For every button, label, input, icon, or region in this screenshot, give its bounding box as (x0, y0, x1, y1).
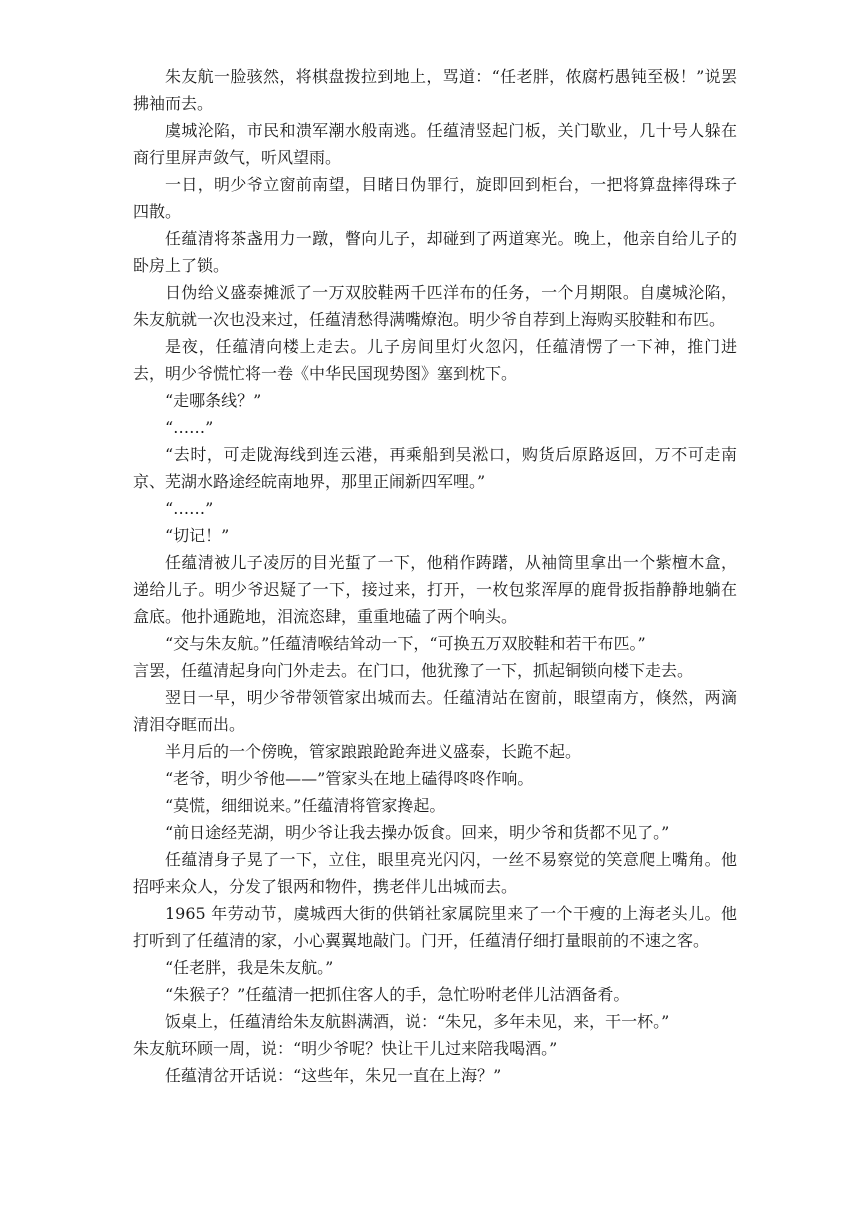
paragraph: 翌日一早，明少爷带领管家出城而去。任蕴清站在窗前，眼望南方，倏然，两滴清泪夺眶而出。 (133, 688, 737, 734)
paragraph: “交与朱友航。”任蕴清喉结耸动一下，“可换五万双胶鞋和若干布匹。” (165, 634, 646, 653)
paragraph: “切记！” (165, 526, 230, 545)
paragraph: “……” (165, 499, 214, 518)
paragraph: 任蕴清被儿子凌厉的目光蜇了一下，他稍作踌躇，从袖筒里拿出一个紫檀木盒，递给儿子。明少爷迟疑了一下，接过来，打开，一枚包浆浑厚的鹿骨扳指静静地躺在盒底。他扑通跪地，泪流恣肆，重重地磕了两个响头。 (133, 553, 737, 626)
paragraph: 朱友航环顾一周，说：“明少爷呢？快让干儿过来陪我喝酒。” (133, 1039, 558, 1058)
paragraph: 虞城沦陷，市民和溃军潮水般南逃。任蕴清竖起门板，关门歇业，几十号人躲在商行里屏声敛气，听风望雨。 (133, 121, 737, 167)
paragraph: 半月后的一个傍晚，管家踉踉跄跄奔进义盛泰，长跪不起。 (165, 742, 582, 761)
paragraph: “朱猴子？”任蕴清一把抓住客人的手，急忙吩咐老伴儿沽酒备肴。 (165, 985, 630, 1004)
paragraph: 是夜，任蕴清向楼上走去。儿子房间里灯火忽闪，任蕴清愣了一下神，推门进去，明少爷慌忙将一卷《中华民国现势图》塞到枕下。 (133, 337, 737, 383)
paragraph: 一日，明少爷立窗前南望，目睹日伪罪行，旋即回到柜台，一把将算盘摔得珠子四散。 (133, 175, 737, 221)
paragraph: “去时，可走陇海线到连云港，再乘船到吴淞口，购货后原路返回，万不可走南京、芜湖水路途经皖南地界，那里正闹新四军哩。” (133, 445, 737, 491)
paragraph: 任蕴清身子晃了一下，立住，眼里亮光闪闪，一丝不易察觉的笑意爬上嘴角。他招呼来众人，分发了银两和物件，携老伴儿出城而去。 (133, 850, 737, 896)
paragraph: “走哪条线？” (165, 391, 262, 410)
paragraph: “前日途经芜湖，明少爷让我去操办饭食。回来，明少爷和货都不见了。” (165, 823, 670, 842)
paragraph: 1965 年劳动节，虞城西大街的供销社家属院里来了一个干瘦的上海老头儿。他打听到了任蕴清的家，小心翼翼地敲门。门开，任蕴清仔细打量眼前的不速之客。 (133, 904, 737, 950)
paragraph: “莫慌，细细说来。”任蕴清将管家搀起。 (165, 796, 446, 815)
paragraph: 日伪给义盛泰摊派了一万双胶鞋两千匹洋布的任务，一个月期限。自虞城沦陷，朱友航就一次也没来过，任蕴清愁得满嘴燎泡。明少爷自荐到上海购买胶鞋和布匹。 (133, 283, 737, 329)
document-body (133, 63, 737, 1089)
paragraph: 任蕴清将茶盏用力一蹾，瞥向儿子，却碰到了两道寒光。晚上，他亲自给儿子的卧房上了锁。 (133, 229, 737, 275)
paragraph: “老爷，明少爷他——”管家头在地上磕得咚咚作响。 (165, 769, 534, 788)
paragraph: 饭桌上，任蕴清给朱友航斟满酒，说：“朱兄，多年未见，来，干一杯。” (165, 1012, 670, 1031)
paragraph: “任老胖，我是朱友航。” (165, 958, 334, 977)
paragraph: 朱友航一脸骇然，将棋盘拨拉到地上，骂道：“任老胖，侬腐朽愚钝至极！”说罢拂袖而去。 (133, 67, 737, 113)
paragraph: “……” (165, 418, 214, 437)
paragraph: 任蕴清岔开话说：“这些年，朱兄一直在上海？” (165, 1066, 502, 1085)
paragraph: 言罢，任蕴清起身向门外走去。在门口，他犹豫了一下，抓起铜锁向楼下走去。 (133, 661, 694, 680)
